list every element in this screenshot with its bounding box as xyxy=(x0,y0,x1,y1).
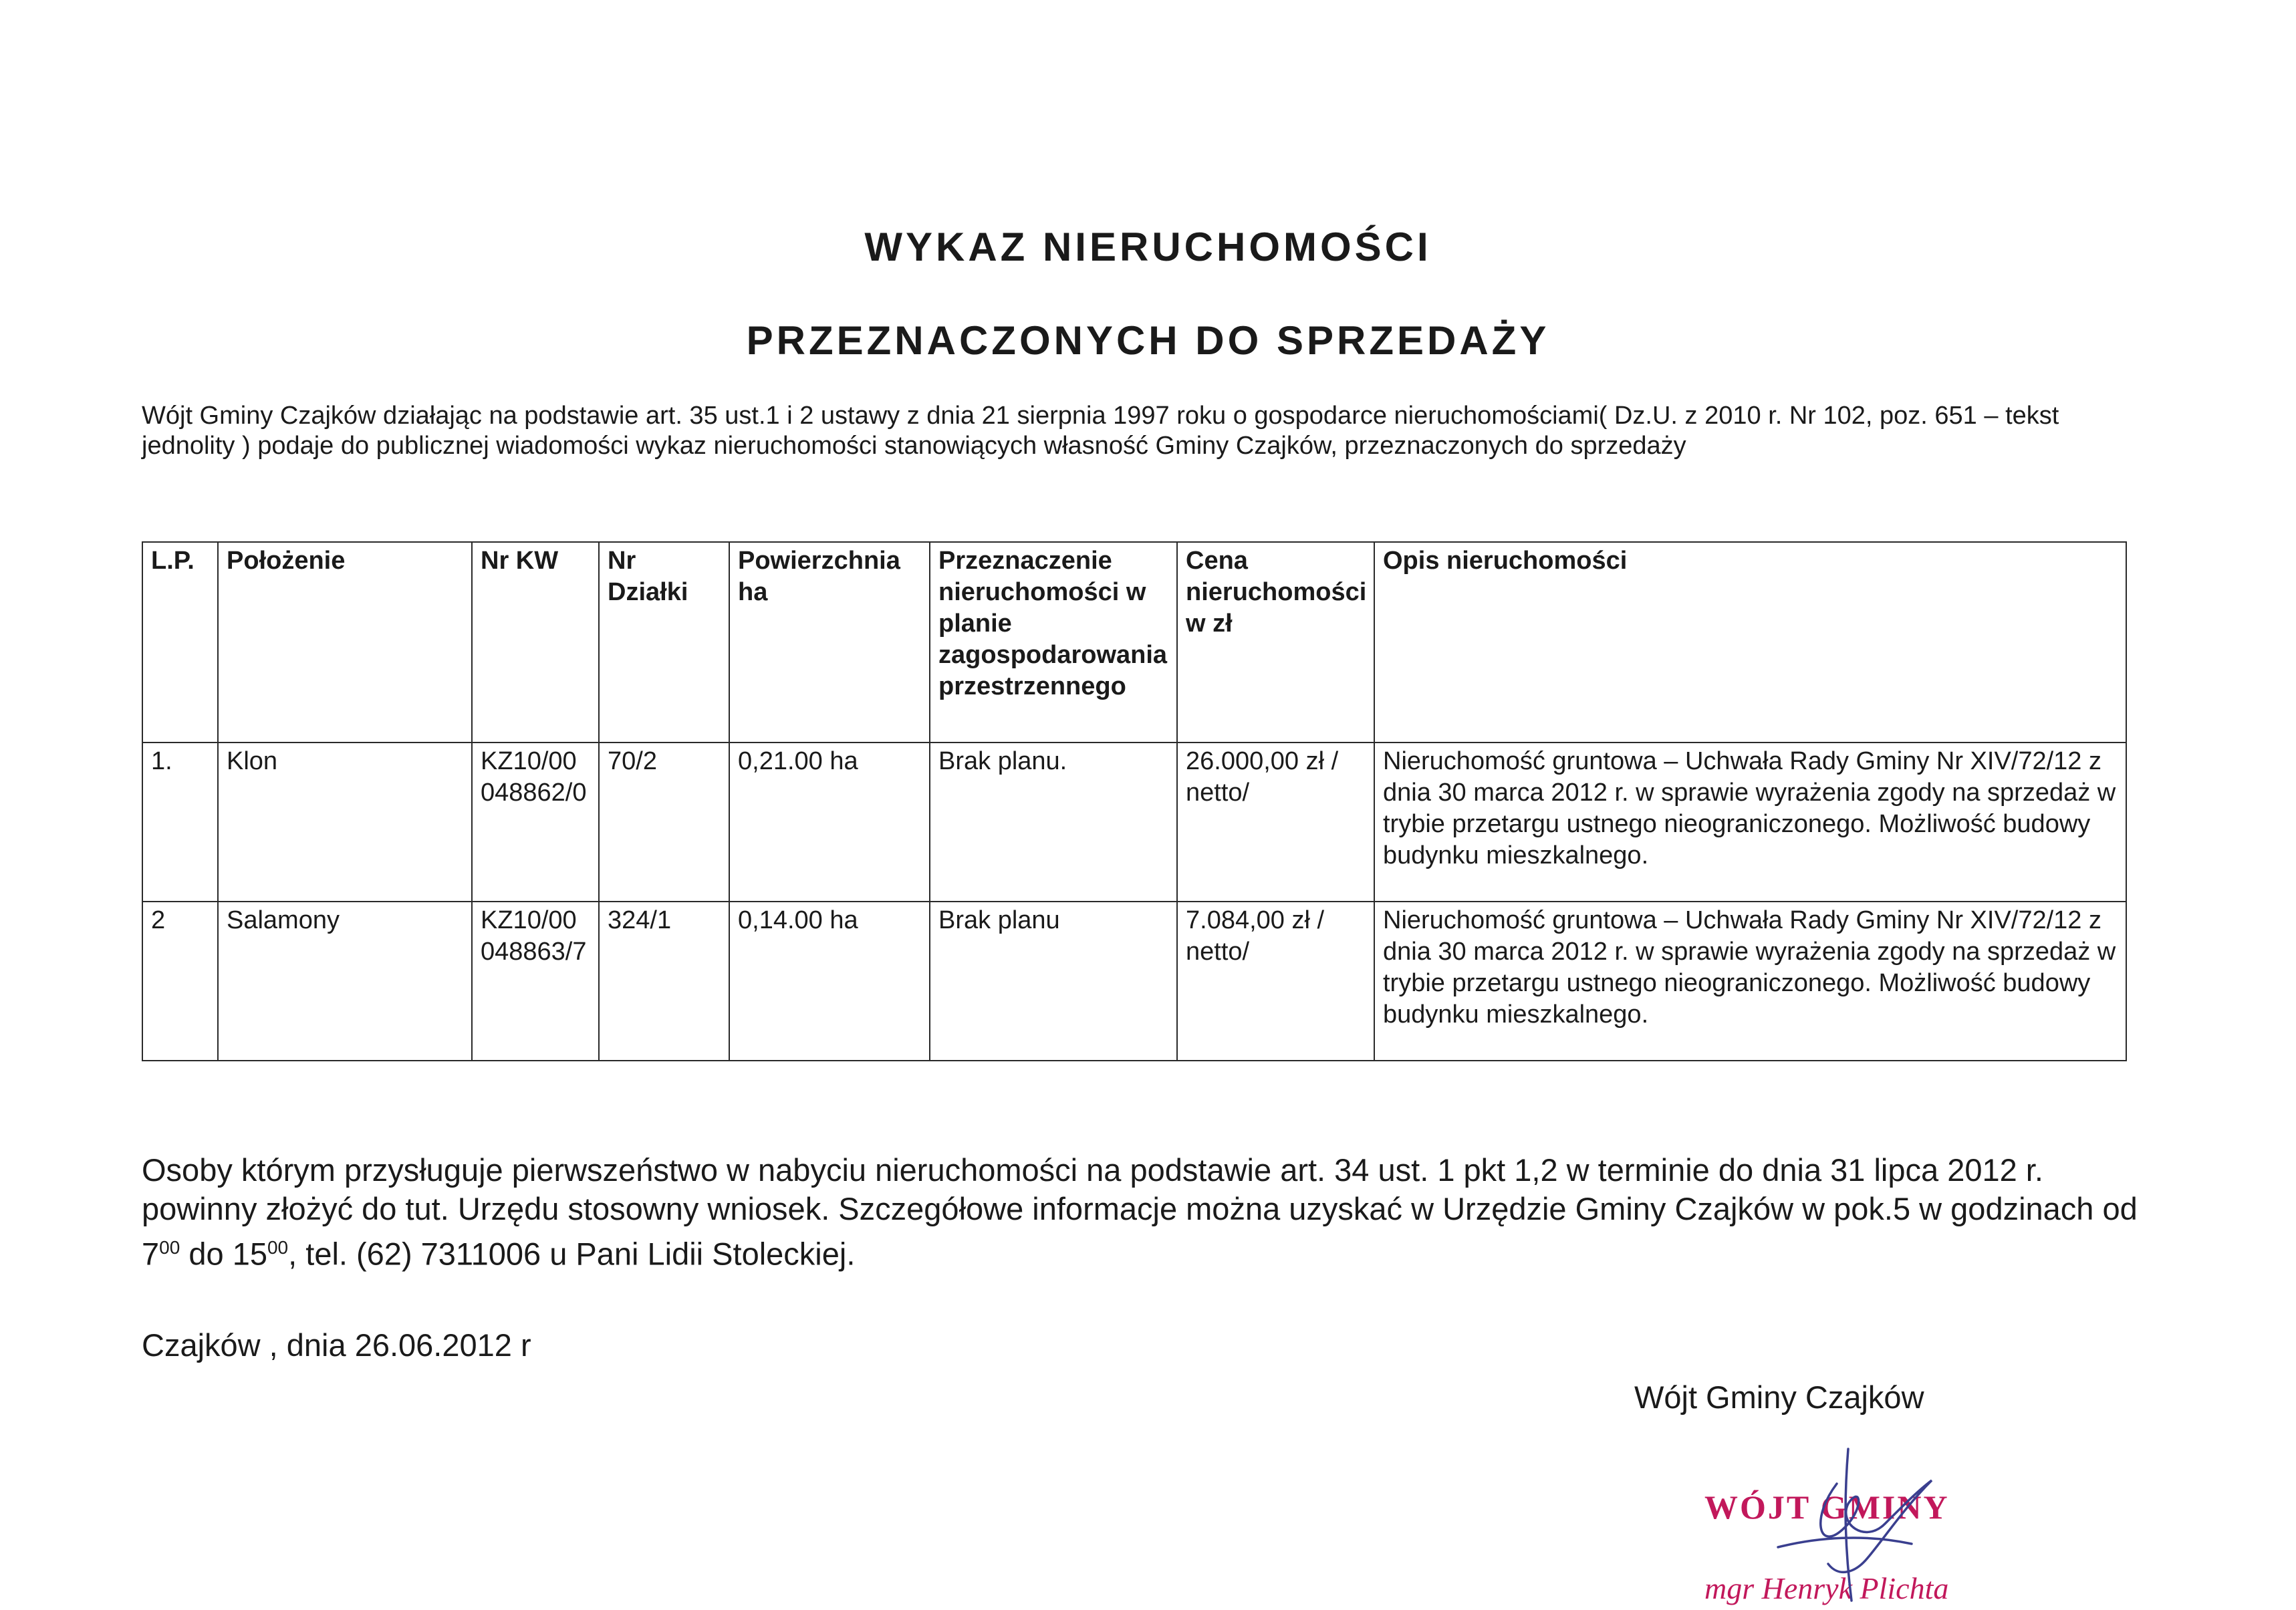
signer-title: Wójt Gminy Czajków xyxy=(1634,1379,1924,1415)
header-cena: Cena nieruchomości w zł xyxy=(1177,542,1374,743)
cell-cena: 7.084,00 zł / netto/ xyxy=(1177,902,1374,1061)
property-table xyxy=(142,541,2127,1061)
stamp-line1: WÓJT GMINY xyxy=(1704,1488,1950,1526)
cell-powierzchnia: 0,21.00 ha xyxy=(729,743,930,902)
notice-text-part2: do 15 xyxy=(180,1236,267,1272)
header-przeznaczenie: Przeznaczenie nieruchomości w planie zagospodarowania przestrzennego xyxy=(930,542,1177,743)
header-nr-dzialki: Nr Działki xyxy=(599,542,729,743)
intro-paragraph: Wójt Gminy Czajków działając na podstawie art. 35 ust.1 i 2 ustawy z dnia 21 sierpnia 1997 roku o gospodarce nieruchomościami( Dz.U. z 2010 r. Nr 102, poz. 651 – tekst jednolity ) podaje do publicznej wiadomości wykaz nieruchomości stanowiących własność Gminy Czajków, przeznaczonych do sprzedaży xyxy=(142,402,2059,460)
cell-nr-dzialki: 324/1 xyxy=(599,902,729,1061)
notice-text-part3: , tel. (62) 7311006 u Pani Lidii Stoleckiej. xyxy=(288,1236,856,1272)
cell-nr-kw: KZ10/00048862/0 xyxy=(472,743,599,902)
cell-lp: 1. xyxy=(142,743,218,902)
cell-polozenie: Klon xyxy=(218,743,472,902)
notice-text-part1: Osoby którym przysługuje pierwszeństwo w nabyciu nieruchomości na podstawie art. 34 ust. 1 pkt 1,2 w terminie do dnia 31 lipca 2012 r. powinny złożyć do tut. Urzędu stosowny wniosek. Szczegółowe informacje można uzyskać w Urzędzie Gminy Czajków w pok.5 w godzinach od 7 xyxy=(142,1152,2138,1272)
cell-przeznaczenie: Brak planu. xyxy=(930,743,1177,902)
document-title-line1: WYKAZ NIERUCHOMOŚCI xyxy=(864,225,1432,269)
cell-powierzchnia: 0,14.00 ha xyxy=(729,902,930,1061)
header-nr-kw: Nr KW xyxy=(472,542,599,743)
cell-nr-kw: KZ10/00048863/7 xyxy=(472,902,599,1061)
cell-przeznaczenie: Brak planu xyxy=(930,902,1177,1061)
notice-paragraph xyxy=(142,1151,2160,1274)
table-header-row xyxy=(142,542,2126,743)
header-lp: L.P. xyxy=(142,542,218,743)
place-date: Czajków , dnia 26.06.2012 r xyxy=(142,1327,531,1363)
official-stamp-signature xyxy=(1684,1444,2032,1610)
stamp-line2: mgr Henryk Plichta xyxy=(1704,1571,1949,1605)
cell-polozenie: Salamony xyxy=(218,902,472,1061)
cell-opis: Nieruchomość gruntowa – Uchwała Rady Gminy Nr XIV/72/12 z dnia 30 marca 2012 r. w sprawie wyrażenia zgody na sprzedaż w trybie przetargu ustnego nieograniczonego. Możliwość budowy budynku mieszkalnego. xyxy=(1374,902,2126,1061)
document-title-line2: PRZEZNACZONYCH DO SPRZEDAŻY xyxy=(746,318,1550,363)
cell-lp: 2 xyxy=(142,902,218,1061)
notice-hour-to-sup: 00 xyxy=(267,1237,289,1258)
table-row xyxy=(142,902,2126,1061)
cell-nr-dzialki: 70/2 xyxy=(599,743,729,902)
cell-opis: Nieruchomość gruntowa – Uchwała Rady Gminy Nr XIV/72/12 z dnia 30 marca 2012 r. w sprawie wyrażenia zgody na sprzedaż w trybie przetargu ustnego nieograniczonego. Możliwość budowy budynku mieszkalnego. xyxy=(1374,743,2126,902)
notice-hour-from-sup: 00 xyxy=(159,1237,180,1258)
cell-cena: 26.000,00 zł / netto/ xyxy=(1177,743,1374,902)
header-opis: Opis nieruchomości xyxy=(1374,542,2126,743)
table-row xyxy=(142,743,2126,902)
header-polozenie: Położenie xyxy=(218,542,472,743)
header-powierzchnia: Powierzchnia ha xyxy=(729,542,930,743)
